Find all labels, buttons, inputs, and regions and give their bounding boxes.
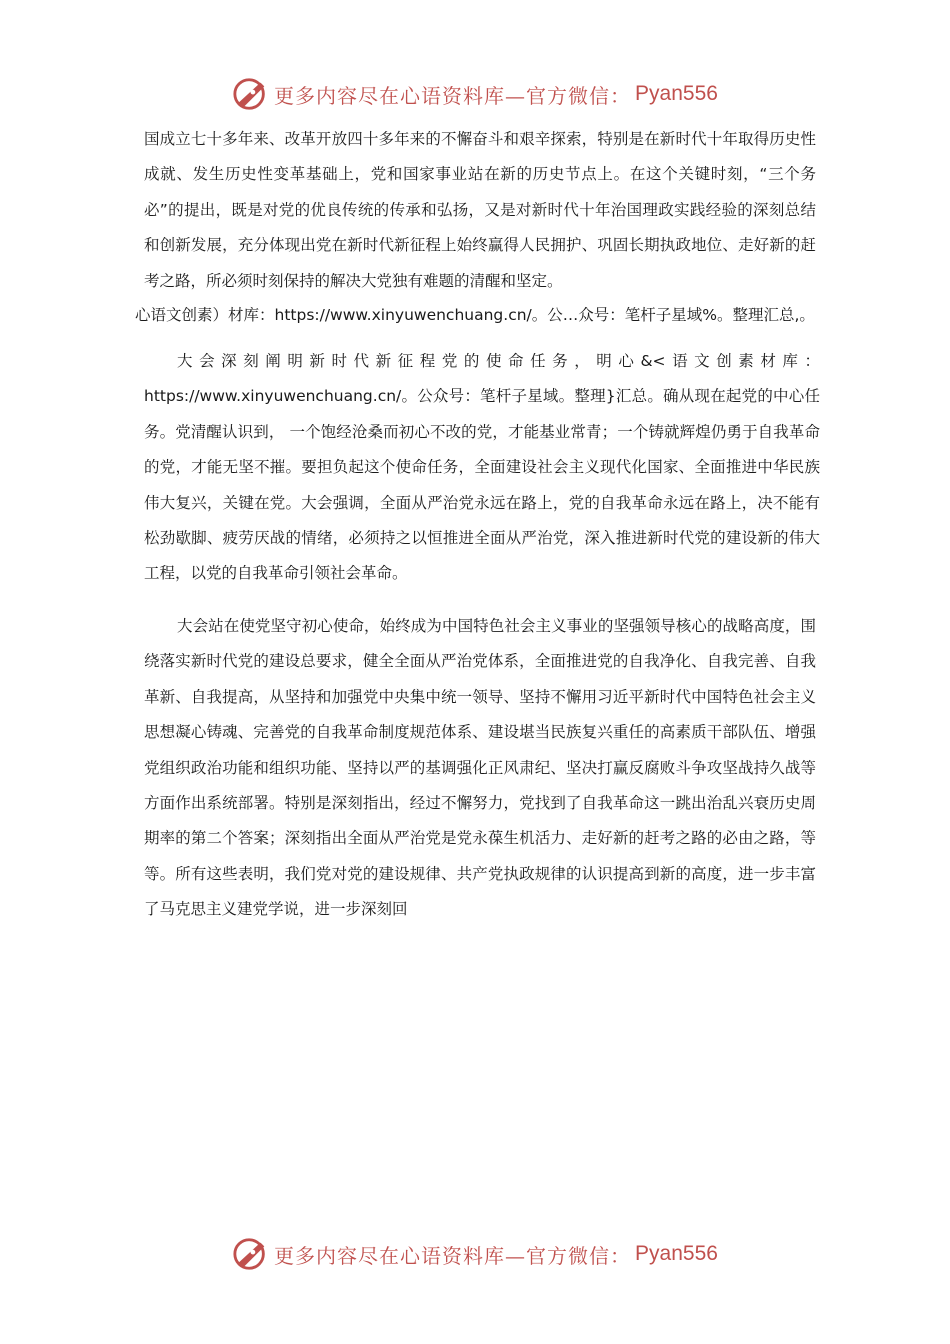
paragraph-1: 国成立七十多年来、改革开放四十多年来的不懈奋斗和艰辛探索，特别是在新时代十年取得历史性成就、发生历史性变革基础上，党和国家事业站在新的历史节点上。在这个关键时刻，“三个务必”的提出，既是对党的优良传统的传承和弘扬，又是对新时代十年治国理政实践经验的深刻总结和创新发展，充分体现出党在新时代新征程上始终赢得人民拥护、巩固长期执政地位、走好新的赶考之路，所必须时刻保持的解决大党独有难题的清醒和坚定。 xyxy=(144,130,816,290)
paragraph-2: 心语文创素）材库：https://www.xinyuwenchuang.cn/。公…众号：笔杆子星域%。整理汇总,。 xyxy=(135,306,815,324)
header-wechat-id: Pyan556 xyxy=(635,82,718,105)
header-banner-text: 更多内容尽在心语资料库—官方微信： xyxy=(274,83,632,108)
footer-banner-text: 更多内容尽在心语资料库—官方微信： xyxy=(274,1243,632,1268)
pen-nib-logo-icon xyxy=(232,75,270,113)
footer-wechat-id: Pyan556 xyxy=(635,1242,718,1265)
header-banner xyxy=(0,72,950,116)
pen-nib-logo-icon xyxy=(232,1235,270,1273)
footer-banner xyxy=(0,1232,950,1276)
paragraph-4: 大会站在使党坚守初心使命，始终成为中国特色社会主义事业的坚强领导核心的战略高度，围绕落实新时代党的建设总要求，健全全面从严治党体系，全面推进党的自我净化、自我完善、自我革新、自我提高，从坚持和加强党中央集中统一领导、坚持不懈用习近平新时代中国特色社会主义思想凝心铸魂、完善党的自我革命制度规范体系、建设堪当民族复兴重任的高素质干部队伍、增强党组织政治功能和组织功能、坚持以严的基调强化正风肃纪、坚决打赢反腐败斗争攻坚战持久战等方面作出系统部署。特别是深刻指出，经过不懈努力，党找到了自我革命这一跳出治乱兴衰历史周期率的第二个答案；深刻指出全面从严治党是党永葆生机活力、走好新的赶考之路的必由之路，等等。所有这些表明，我们党对党的建设规律、共产党执政规律的认识提高到新的高度，进一步丰富了马克思主义建党学说，进一步深刻回 xyxy=(144,617,816,919)
paragraph-3: 大会深刻阐明新时代新征程党的使命任务，明心&<语文创素材库：https://www.xinyuwenchuang.cn/。公众号：笔杆子星域。整理}汇总。确从现在起党的中心任务。党清醒认识到， 一个饱经沧桑而初心不改的党，才能基业常青；一个铸就辉煌仍勇于自我革命的党，才能无坚不摧。要担负起这个使命任务，全面建设社会主义现代化国家、全面推进中华民族伟大复兴，关键在党。大会强调，全面从严治党永远在路上，党的自我革命永远在路上，决不能有松劲歇脚、疲劳厌战的情绪，必须持之以恒推进全面从严治党，深入推进新时代党的建设新的伟大工程，以党的自我革命引领社会革命。 xyxy=(144,352,820,583)
